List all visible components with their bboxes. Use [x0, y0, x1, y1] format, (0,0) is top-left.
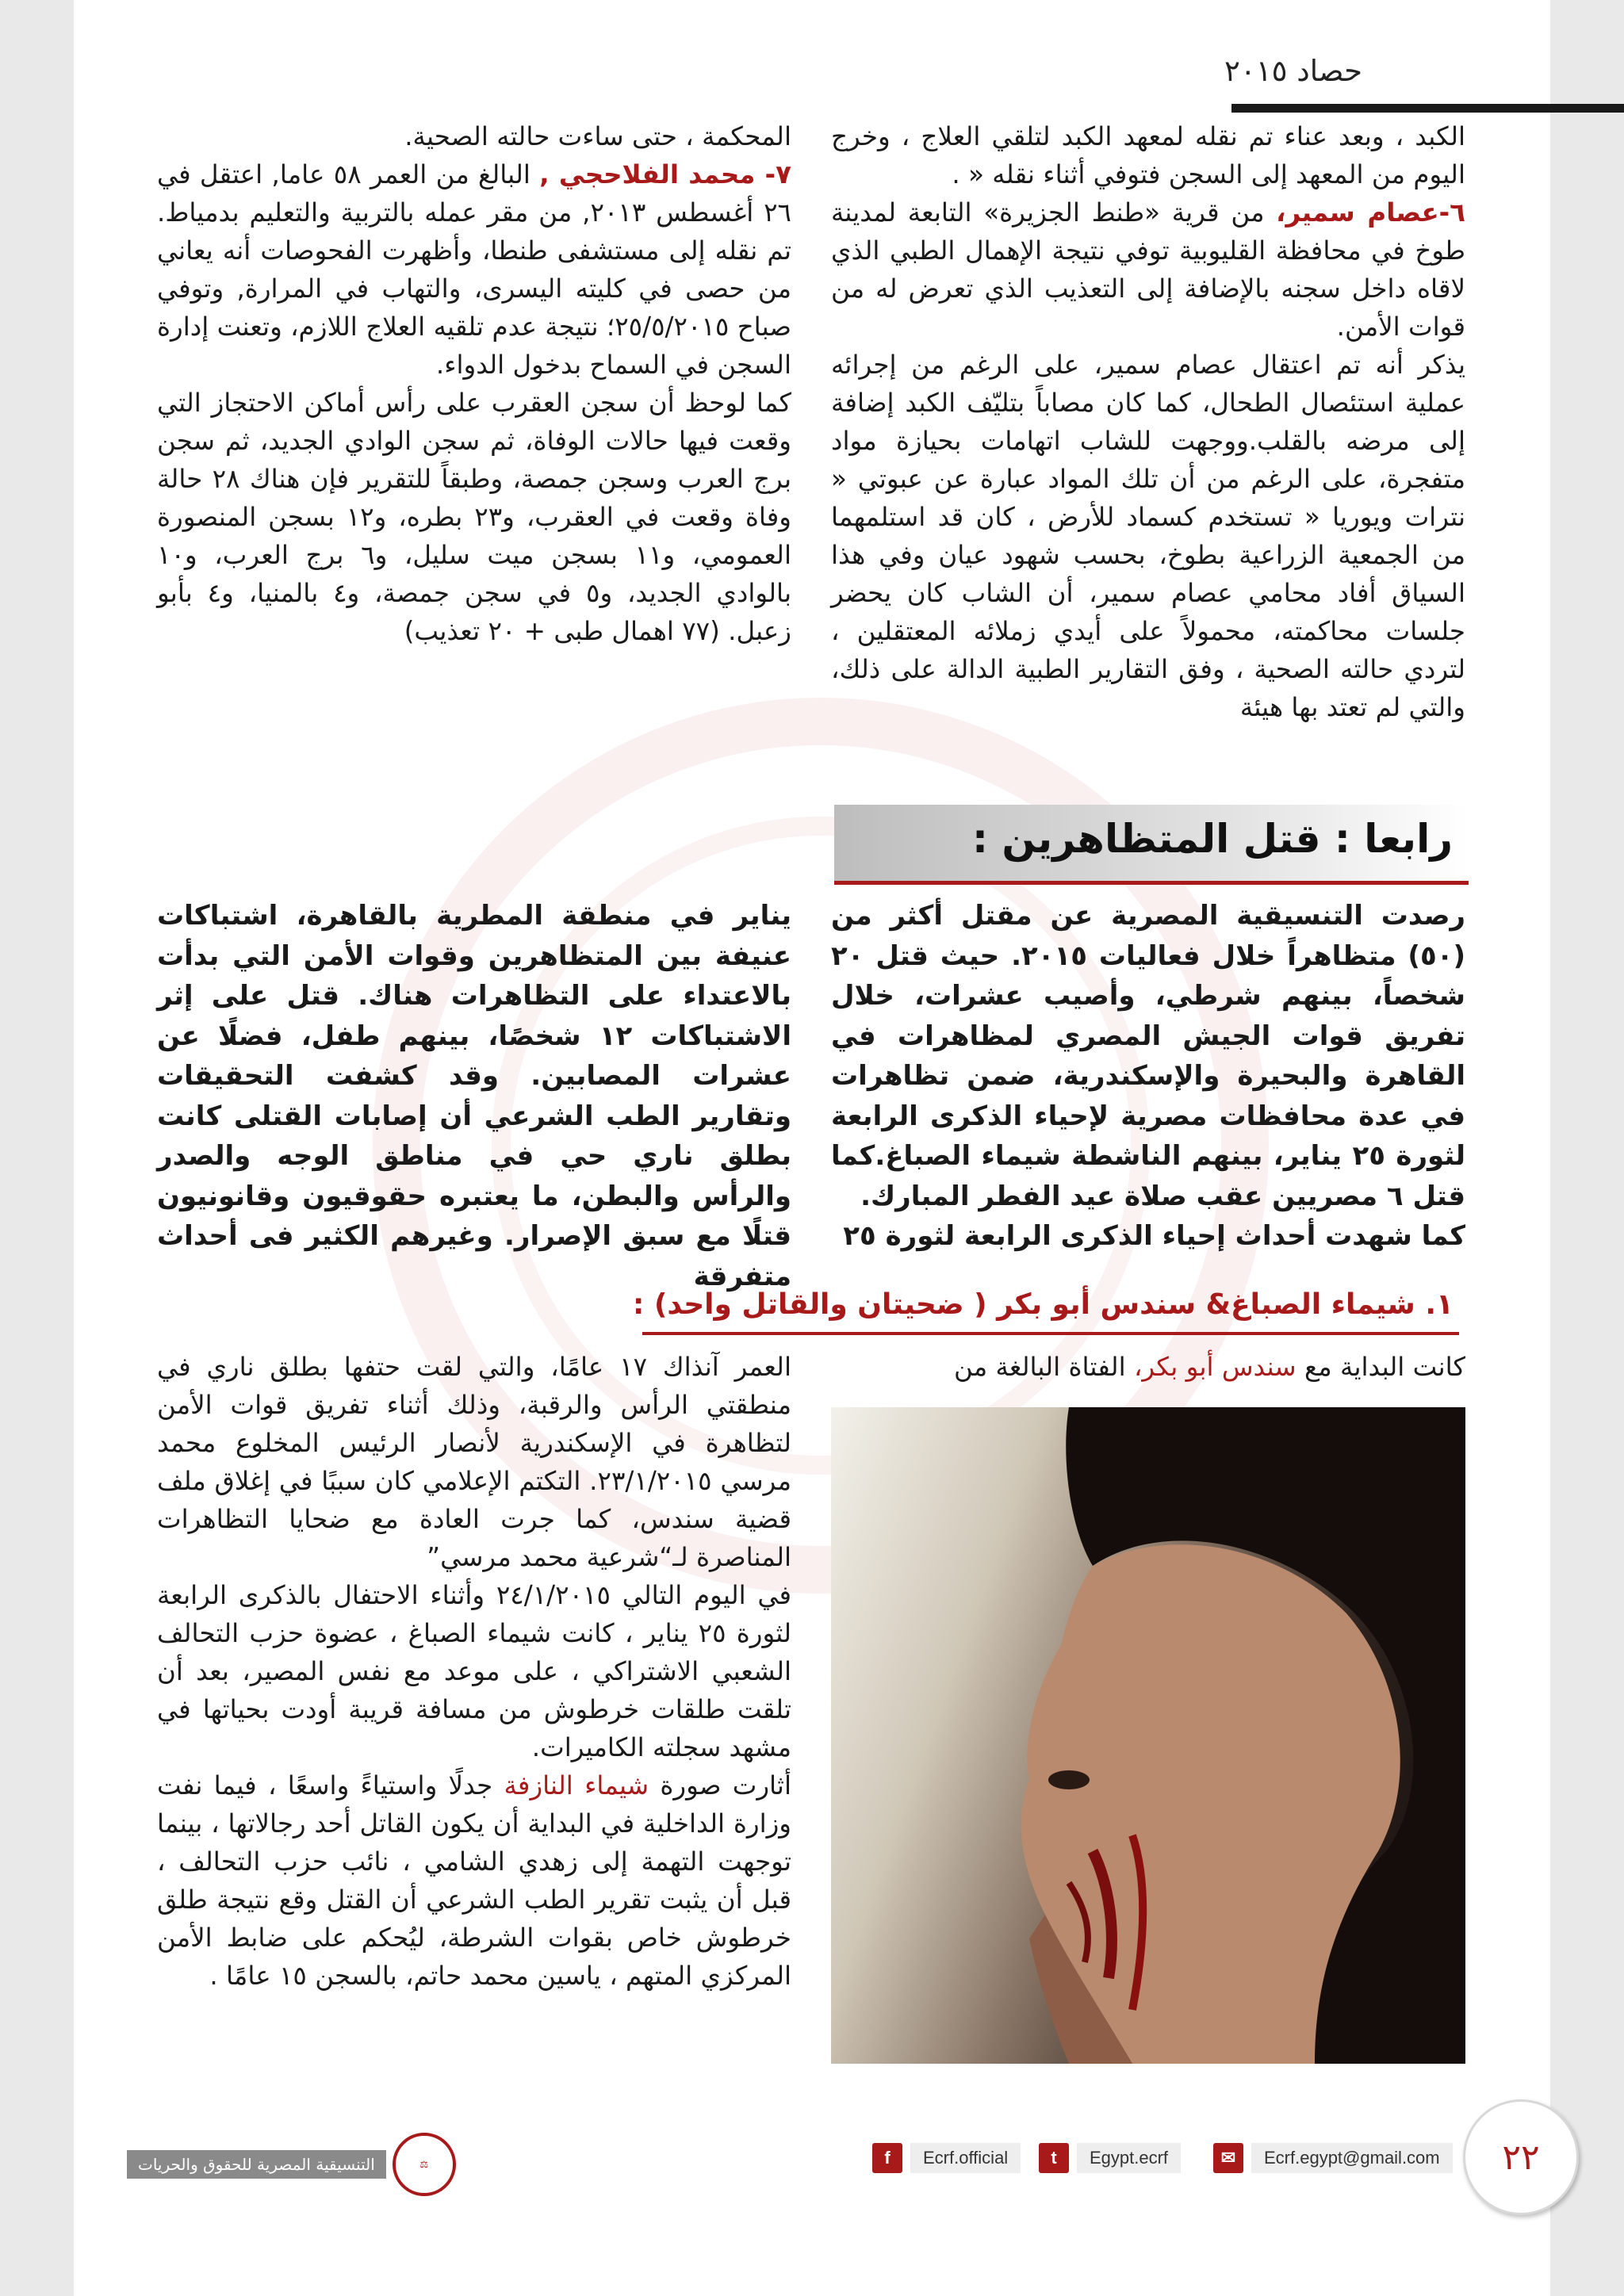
paragraph: المحكمة ، حتى ساءت حالته الصحية.	[404, 121, 791, 151]
paragraph: يذكر أنه تم اعتقال عصام سمير، على الرغم من إجرائه عملية استئصال الطحال، كما كان مصاباً بتليّف الكبد إضافة إلى مرضه بالقلب.ووجهت للشاب اتهامات بحيازة مواد متفجرة، على الرغم من أن تلك المواد عبارة عن عبوتي « نترات ويوريا « تستخدم كسماد للأرض ، كان قد استلمهما من الجمعية الزراعية بطوخ، بحسب شهود عيان وفي هذا السياق أفاد محامي عصام سمير، أن الشاب كان يحضر جلسات محاكمته، محمولاً على أيدي زملائه المعتقلين ، لتردي حالته الصحية ، وفق التقارير الطبية الدالة على ذلك، والتي لم تعتد بها هيئة	[831, 350, 1465, 722]
footer-facebook[interactable]	[872, 2141, 1021, 2175]
paragraph: في اليوم التالي ٢٤/١/٢٠١٥ وأثناء الاحتفال بالذكرى الرابعة لثورة ٢٥ يناير ، كانت شيماء الصباغ ، عضوة حزب التحالف الشعبي الاشتراكي ، على موعد مع نفس المصير، بعد أن تلقت طلقات خرطوش من مسافة قريبة أودت بحياتها في مشهد سجلته الكاميرات.	[157, 1580, 791, 1762]
paragraph	[157, 155, 791, 384]
org-name: التنسيقية المصرية للحقوق والحريات	[127, 2150, 386, 2179]
paragraph: الكبد ، وبعد عناء تم نقله لمعهد الكبد لتلقي العلاج ، وخرج اليوم من المعهد إلى السجن فتوفي أثناء نقله « .	[831, 121, 1465, 189]
paragraph: العمر آنذاك ١٧ عامًا، والتي لقت حتفها بطلق ناري في منطقتي الرأس والرقبة، وذلك أثناء تفريق قوات الأمن لتظاهرة في الإسكندرية لأنصار الرئيس المخلوع محمد مرسي ٢٣/١/٢٠١٥. التكتم الإعلامي كان سببًا في إغلاق ملف قضية سندس، كما جرت العادة مع ضحايا التظاهرات المناصرة لـ“شرعية محمد مرسي”	[157, 1352, 791, 1572]
paragraph: كما لوحظ أن سجن العقرب على رأس أماكن الاحتجاز التي وقعت فيها حالات الوفاة، ثم سجن الوادي الجديد، ثم سجن برج العرب وسجن جمصة، وطبقاً للتقرير فإن هناك ٢٨ حالة وفاة وقعت في العقرب، و٢٣ بطره، و١٢ بسجن المنصورة العمومي، و١١ بسجن ميت سليل، و٦ برج العرب، و١٠ بالوادي الجديد، و٥ في سجن جمصة، و٤ بالمنيا، و٤ بأبو زعبل. (٧٧ اهمال طبى + ٢٠ تعذيب)	[157, 388, 791, 646]
paragraph: يناير في منطقة المطرية بالقاهرة، اشتباكات عنيفة بين المتظاهرين وقوات الأمن التي بدأت بالاعتداء على التظاهرات هناك. قتل على إثر الاشتباكات ١٢ شخصًا، بينهم طفل، فضلًا عن عشرات المصابين. وقد كشفت التحقيقات وتقارير الطب الشرعي أن إصابات القتلى كانت بطلق ناري حي في مناطق الوجه والصدر والرأس والبطن، ما يعتبره حقوقيون وقانونيون قتلًا مع سبق الإصرار. وغيرهم الكثير فى أحداث متفرقة	[157, 900, 791, 1292]
facebook-icon: f	[872, 2143, 902, 2173]
mail-icon: ✉	[1213, 2143, 1243, 2173]
paragraph-text: كانت البداية مع	[1296, 1352, 1465, 1382]
paragraph-text: جدلًا واستياءً واسعًا ، فيما نفت وزارة الداخلية في البداية أن يكون القاتل أحد رجالاتها ، بينما توجهت التهمة إلى زهدي الشامي ، نائب حزب التحالف ، قبل أن يثبت تقرير الطب الشرعي أن القتل وقع نتيجة طلق خرطوش خاص بقوات الشرطة، ليُحكم على ضابط الأمن المركزي المتهم ، ياسين محمد حاتم، بالسجن ١٥ عامًا .	[157, 1770, 791, 1991]
left-column-top	[157, 117, 791, 650]
person-name: ٧- محمد الفلاحجي ,	[539, 159, 791, 189]
person-name: ٦-عصام سمير،	[1276, 197, 1466, 228]
sub-left-column	[157, 1348, 791, 1995]
subsection-rule	[642, 1332, 1459, 1335]
right-column-top	[831, 117, 1465, 726]
header-rule	[1231, 104, 1624, 113]
paragraph	[831, 1348, 1465, 1386]
page-header-title: حصاد ٢٠١٥	[1224, 54, 1362, 88]
org-seal-icon: ⚖	[393, 2133, 456, 2196]
org-logo	[127, 2133, 456, 2196]
paragraph: كما شهدت أحداث إحياء الذكرى الرابعة لثورة ٢٥	[843, 1220, 1465, 1252]
person-name: شيماء النازفة	[504, 1770, 649, 1800]
facebook-handle: Ecrf.official	[910, 2143, 1021, 2173]
page-number: ٢٢	[1463, 2099, 1579, 2215]
section-heading-text: رابعا : قتل المتظاهرين :	[972, 816, 1453, 862]
section-heading	[834, 805, 1469, 885]
paragraph-text: الفتاة البالغة من	[954, 1352, 1134, 1382]
section4-right-column	[831, 896, 1465, 1257]
footer-email[interactable]	[1213, 2141, 1453, 2175]
sub-right-column	[831, 1348, 1465, 1386]
section4-left-column	[157, 896, 791, 1296]
paragraph: رصدت التنسيقية المصرية عن مقتل أكثر من (٥٠) متظاهراً خلال فعاليات ٢٠١٥. حيث قتل ٢٠ شخصاً، بينهم شرطي، وأصيب عشرات، خلال تفريق قوات الجيش المصري لمظاهرات في القاهرة والبحيرة والإسكندرية، ضمن تظاهرات في عدة محافظات مصرية لإحياء الذكرى الرابعة لثورة ٢٥ يناير، بينهم الناشطة شيماء الصباغ.كما قتل ٦ مصريين عقب صلاة عيد الفطر المبارك.	[831, 900, 1465, 1212]
paragraph	[157, 1766, 791, 1995]
email-text: Ecrf.egypt@gmail.com	[1251, 2143, 1453, 2173]
victim-photo	[831, 1407, 1465, 2064]
paragraph	[831, 193, 1465, 346]
twitter-handle: Egypt.ecrf	[1077, 2143, 1181, 2173]
paragraph-text: من قرية «طنط الجزيرة» التابعة لمدينة طوخ في محافظة القليوبية توفي نتيجة الإهمال الطبي الذي لاقاه داخل سجنه بالإضافة إلى التعذيب الذي تعرض له من قوات الأمن.	[831, 197, 1465, 342]
paragraph-text: أثارت صورة	[649, 1770, 791, 1800]
subsection-heading: ١. شيماء الصباغ& سندس أبو بكر ( ضحيتان والقاتل واحد) :	[633, 1288, 1454, 1321]
page-bleed-left	[0, 0, 74, 2296]
twitter-icon: t	[1039, 2143, 1069, 2173]
page-bleed-right	[1550, 0, 1624, 2296]
person-name: سندس أبو بكر،	[1133, 1352, 1297, 1382]
paragraph-text: البالغ من العمر ٥٨ عاما, اعتقل في ٢٦ أغسطس ٢٠١٣, من مقر عمله بالتربية والتعليم بدمياط. تم نقله إلى مستشفى طنطا، وأظهرت الفحوصات أنه يعاني من حصى في كليته اليسرى، والتهاب في المرارة, وتوفي صباح ٢٥/٥/٢٠١٥؛ نتيجة عدم تلقيه العلاج اللازم، وتعنت إدارة السجن في السماح بدخول الدواء.	[157, 159, 791, 380]
footer-twitter[interactable]	[1039, 2141, 1181, 2175]
